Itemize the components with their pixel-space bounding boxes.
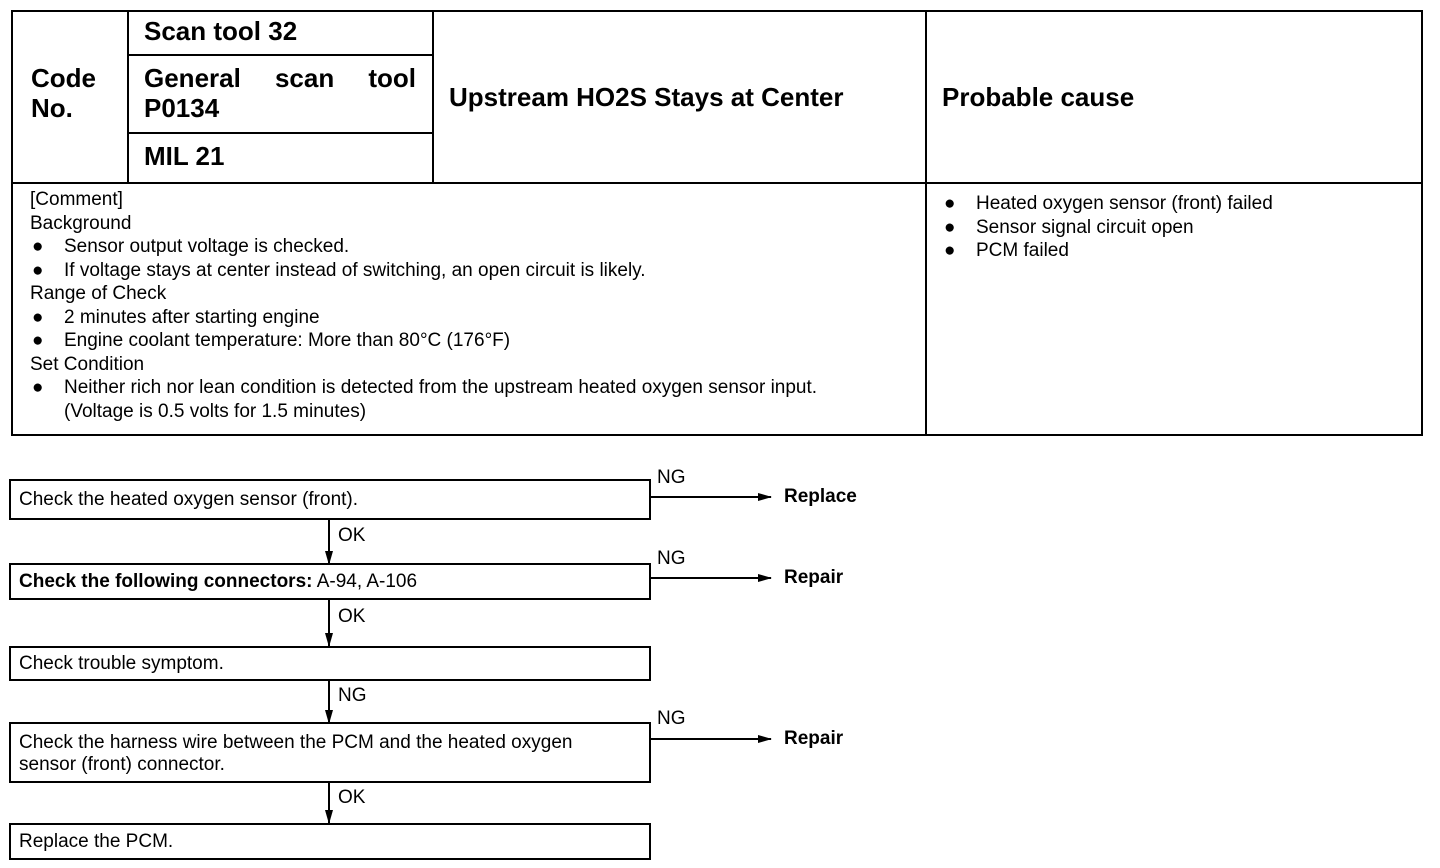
list-item: ● Sensor output voltage is checked.: [32, 236, 350, 257]
bullet-icon: ●: [944, 240, 956, 261]
list-item: ● If voltage stays at center instead of switching, an open circuit is likely.: [32, 259, 646, 281]
scan-tool-code: Scan tool 32: [144, 16, 298, 46]
list-item: ● Heated oxygen sensor (front) failed: [944, 193, 1273, 214]
list-item: ● Neither rich nor lean condition is detected from the upstream heated oxygen sensor input.: [32, 377, 818, 398]
list-item: ● Sensor signal circuit open: [944, 216, 1194, 238]
ng-label: NG: [657, 467, 686, 488]
result-repair: Repair: [784, 567, 844, 588]
bullet-icon: ●: [944, 216, 956, 238]
ng-label: NG: [338, 685, 367, 706]
list-item-continuation: (Voltage is 0.5 volts for 1.5 minutes): [64, 400, 367, 422]
ok-label: OK: [338, 606, 366, 627]
bullet-icon: ●: [944, 193, 956, 214]
flow-step-check-symptom: Check trouble symptom.: [9, 646, 651, 681]
list-item: ● Engine coolant temperature: More than 80°C (176°F): [32, 330, 511, 351]
set-condition-label: Set Condition: [30, 353, 145, 375]
background-label: Background: [30, 212, 132, 234]
ok-label: OK: [338, 787, 366, 808]
probable-cause-label: Probable cause: [942, 82, 1135, 112]
comment-heading: [Comment]: [30, 189, 123, 210]
range-label: Range of Check: [30, 283, 167, 304]
result-replace: Replace: [784, 486, 857, 507]
list-item: ● 2 minutes after starting engine: [32, 306, 320, 328]
flow-step-replace-pcm: Replace the PCM.: [9, 823, 651, 860]
flow-step-check-connectors: Check the following connectors: A-94, A-106: [9, 563, 651, 600]
bullet-icon: ●: [32, 377, 44, 398]
ng-label: NG: [657, 708, 686, 729]
mil-code: MIL 21: [144, 141, 225, 171]
flow-step-check-harness: Check the harness wire between the PCM and the heated oxygen sensor (front) connector.: [9, 722, 651, 783]
ok-label: OK: [338, 525, 366, 546]
general-scan-tool-code: General scan tool P0134: [144, 63, 416, 123]
bullet-icon: ●: [32, 236, 44, 257]
code-no-label: Code No.: [31, 63, 96, 123]
bullet-icon: ●: [32, 306, 44, 328]
flow-step-check-sensor: Check the heated oxygen sensor (front).: [9, 479, 651, 520]
result-repair: Repair: [784, 728, 844, 749]
ng-label: NG: [657, 548, 686, 569]
list-item: ● PCM failed: [944, 240, 1069, 261]
bullet-icon: ●: [32, 330, 44, 351]
dtc-title: Upstream HO2S Stays at Center: [449, 82, 844, 112]
bullet-icon: ●: [32, 259, 44, 281]
